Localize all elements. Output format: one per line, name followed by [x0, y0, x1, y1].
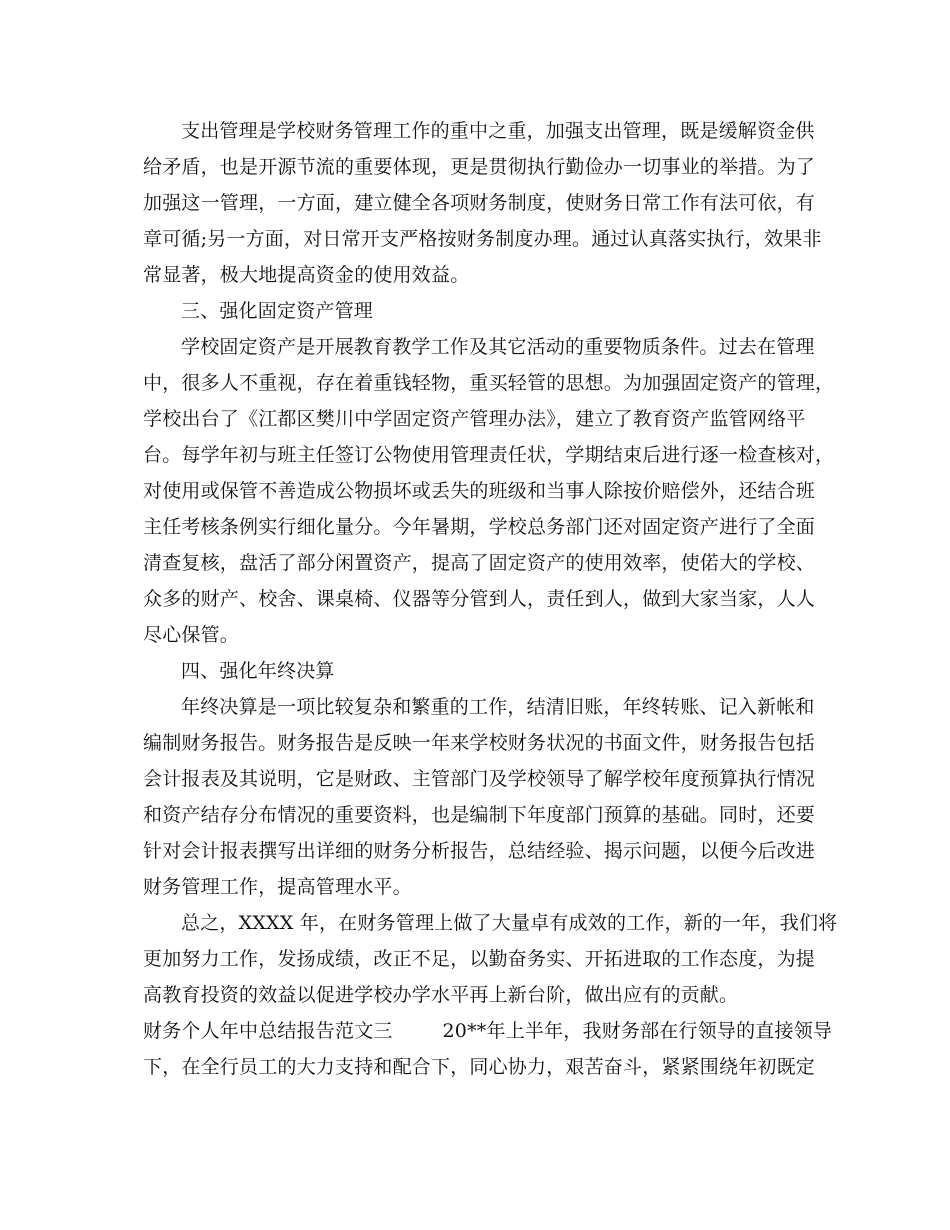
text-line: 主任考核条例实行细化量分。今年暑期，学校总务部门还对固定资产进行了全面 — [143, 516, 816, 538]
text-line: 加强这一管理，一方面，建立健全各项财务制度，使财务日常工作有法可依，有 — [143, 192, 816, 214]
text-line: 针对会计报表撰写出详细的财务分析报告，总结经验、揭示问题，以便今后改进 — [143, 840, 816, 862]
text-line: 清查复核，盘活了部分闲置资产，提高了固定资产的使用效率，使偌大的学校、 — [143, 552, 816, 574]
text-line: 学校固定资产是开展教育教学工作及其它活动的重要物质条件。过去在管理 — [181, 336, 815, 358]
text-line: 总之，XXXX 年，在财务管理上做了大量卓有成效的工作，新的一年，我们将 — [181, 912, 838, 934]
text-line: 财务管理工作，提高管理水平。 — [143, 876, 412, 898]
text-line: 下，在全行员工的大力支持和配合下，同心协力，艰苦奋斗，紧紧围绕年初既定 — [143, 1056, 816, 1078]
text-line: 尽心保管。 — [143, 624, 240, 646]
text-line: 众多的财产、校舍、课桌椅、仪器等分管到人，责任到人，做到大家当家，人人 — [143, 588, 816, 610]
text-line: 支出管理是学校财务管理工作的重中之重，加强支出管理，既是缓解资金供 — [181, 120, 815, 142]
text-line: 常显著，极大地提高资金的使用效益。 — [143, 264, 470, 286]
text-line: 章可循;另一方面，对日常开支严格按财务制度办理。通过认真落实执行，效果非 — [143, 228, 822, 250]
text-line: 给矛盾，也是开源节流的重要体现，更是贯彻执行勤俭办一切事业的举措。为了 — [143, 156, 816, 178]
text-line: 年终决算是一项比较复杂和繁重的工作，结清旧账，年终转账、记入新帐和 — [181, 696, 815, 718]
text-line: 学校出台了《江都区樊川中学固定资产管理办法》，建立了教育资产监管网络平 — [143, 408, 806, 430]
text-line: 高教育投资的效益以促进学校办学水平再上新台阶，做出应有的贡献。 — [143, 984, 739, 1006]
text-line: 中，很多人不重视，存在着重钱轻物，重买轻管的思想。为加强固定资产的管理， — [143, 372, 835, 394]
text-line: 和资产结存分布情况的重要资料，也是编制下年度部门预算的基础。同时，还要 — [143, 804, 816, 826]
text-line: 台。每学年初与班主任签订公物使用管理责任状，学期结束后进行逐一检查核对， — [143, 444, 835, 466]
text-line: 更加努力工作，发扬成绩，改正不足，以勤奋务实、开拓进取的工作态度，为提 — [143, 948, 816, 970]
text-line: 对使用或保管不善造成公物损坏或丢失的班级和当事人除按价赔偿外，还结合班 — [143, 480, 816, 502]
text-line: 会计报表及其说明，它是财政、主管部门及学校领导了解学校年度预算执行情况 — [143, 768, 816, 790]
section-heading: 四、强化年终决算 — [181, 660, 335, 682]
section-heading: 三、强化固定资产管理 — [181, 300, 374, 322]
text-line: 财务个人年中总结报告范文三 20**年上半年，我财务部在行领导的直接领导 — [143, 1020, 833, 1042]
text-line: 编制财务报告。财务报告是反映一年来学校财务状况的书面文件，财务报告包括 — [143, 732, 816, 754]
